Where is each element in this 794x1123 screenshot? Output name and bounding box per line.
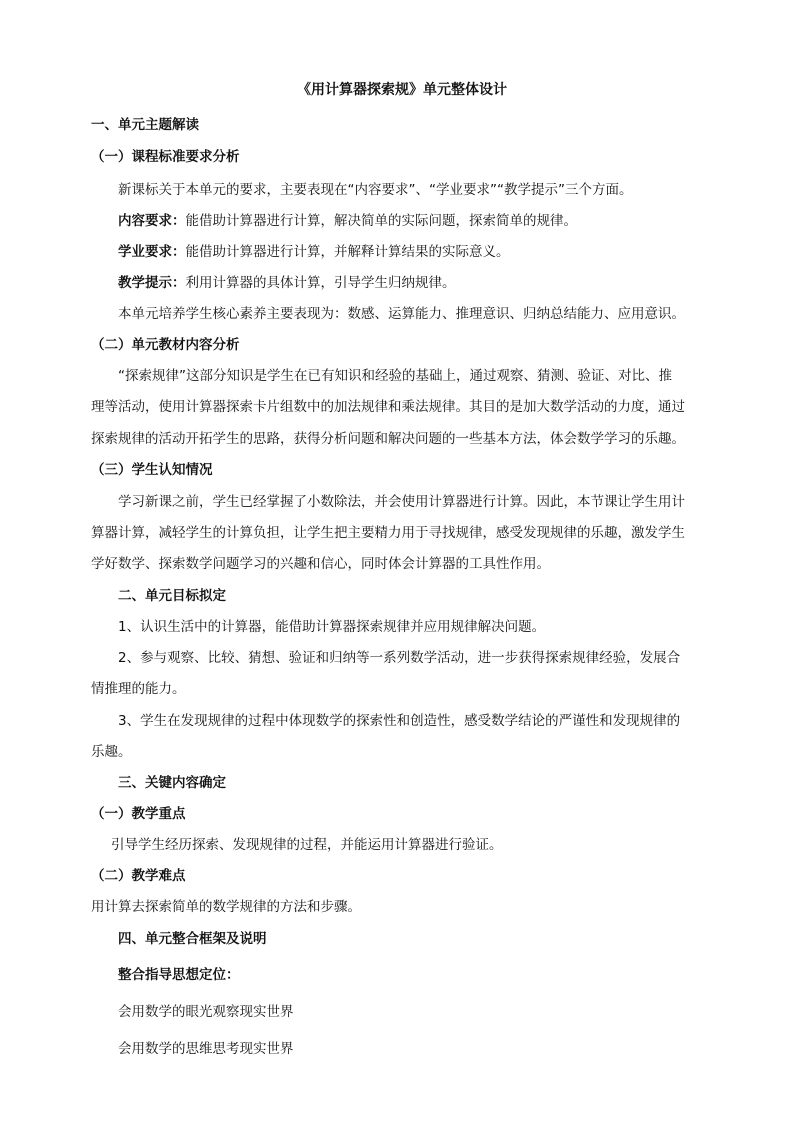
paragraph: 新课标关于本单元的要求，主要表现在“内容要求”、“学业要求”“教学提示”三个方面。	[118, 182, 633, 198]
goal-item: 3、学生在发现规律的过程中体现数学的探索性和创造性，感受数学结论的严谨性和发现规律的	[118, 713, 681, 729]
section-3-2-heading: （二）教学难点	[91, 868, 186, 884]
paragraph: 引导学生经历探索、发现规律的过程，并能运用计算器进行验证。	[111, 837, 503, 853]
paragraph: 用计算去探索简单的数学规律的方法和步骤。	[91, 899, 361, 915]
requirement-label: 内容要求：	[118, 213, 186, 229]
section-3-1-heading: （一）教学重点	[91, 806, 186, 822]
requirement-text: 能借助计算器进行计算，并解释计算结果的实际意义。	[185, 244, 510, 260]
section-2-heading: 二、单元目标拟定	[118, 588, 226, 604]
section-1-heading: 一、单元主题解读	[91, 117, 199, 133]
paragraph: 本单元培养学生核心素养主要表现为：数感、运算能力、推理意识、归纳总结能力、应用意识。	[118, 306, 685, 322]
requirement-content	[118, 212, 577, 230]
goal-item: 1、认识生活中的计算器，能借助计算器探索规律并应用规律解决问题。	[118, 619, 546, 635]
section-1-3-heading: （三）学生认知情况	[91, 462, 213, 478]
paragraph: 会用数学的思维思考现实世界	[118, 1041, 294, 1057]
goal-item-continued: 乐趣。	[91, 744, 132, 760]
paragraph-line: “探索规律”这部分知识是学生在已有知识和经验的基础上，通过观察、猜测、验证、对比、推	[118, 368, 672, 384]
guide-heading: 整合指导思想定位：	[118, 967, 240, 983]
section-1-1-heading: （一）课程标准要求分析	[91, 149, 240, 165]
requirement-label: 学业要求：	[118, 244, 186, 260]
paragraph-line: 理等活动，使用计算器探索卡片组数中的加法规律和乘法规律。其目的是加大数学活动的力度，通过	[91, 399, 685, 415]
paragraph-line: 学习新课之前，学生已经掌握了小数除法，并会使用计算器进行计算。因此，本节课让学生用计	[118, 494, 685, 510]
paragraph-line: 算器计算，减轻学生的计算负担，让学生把主要精力用于寻找规律，感受发现规律的乐趣，激发学生	[91, 525, 685, 541]
document-title: 《用计算器探索规》单元整体设计	[297, 82, 507, 98]
requirement-label: 教学提示：	[118, 275, 186, 291]
paragraph: 会用数学的眼光观察现实世界	[118, 1004, 294, 1020]
requirement-text: 能借助计算器进行计算，解决简单的实际问题，探索简单的规律。	[185, 213, 577, 229]
requirement-text: 利用计算器的具体计算，引导学生归纳规律。	[185, 275, 456, 291]
requirement-academic	[118, 243, 510, 261]
goal-item: 2、参与观察、比较、猜想、验证和归纳等一系列数学活动，进一步获得探索规律经验，发展合	[118, 650, 681, 666]
paragraph-line: 探索规律的活动开拓学生的思路，获得分析问题和解决问题的一些基本方法，体会数学学习的乐趣。	[91, 431, 685, 447]
goal-item-continued: 情推理的能力。	[91, 681, 186, 697]
section-1-2-heading: （二）单元教材内容分析	[91, 337, 240, 353]
requirement-tip	[118, 274, 456, 292]
section-4-heading: 四、单元整合框架及说明	[118, 931, 267, 947]
section-3-heading: 三、关键内容确定	[118, 775, 226, 791]
paragraph-line: 学好数学、探索数学问题学习的兴趣和信心，同时体会计算器的工具性作用。	[91, 556, 550, 572]
